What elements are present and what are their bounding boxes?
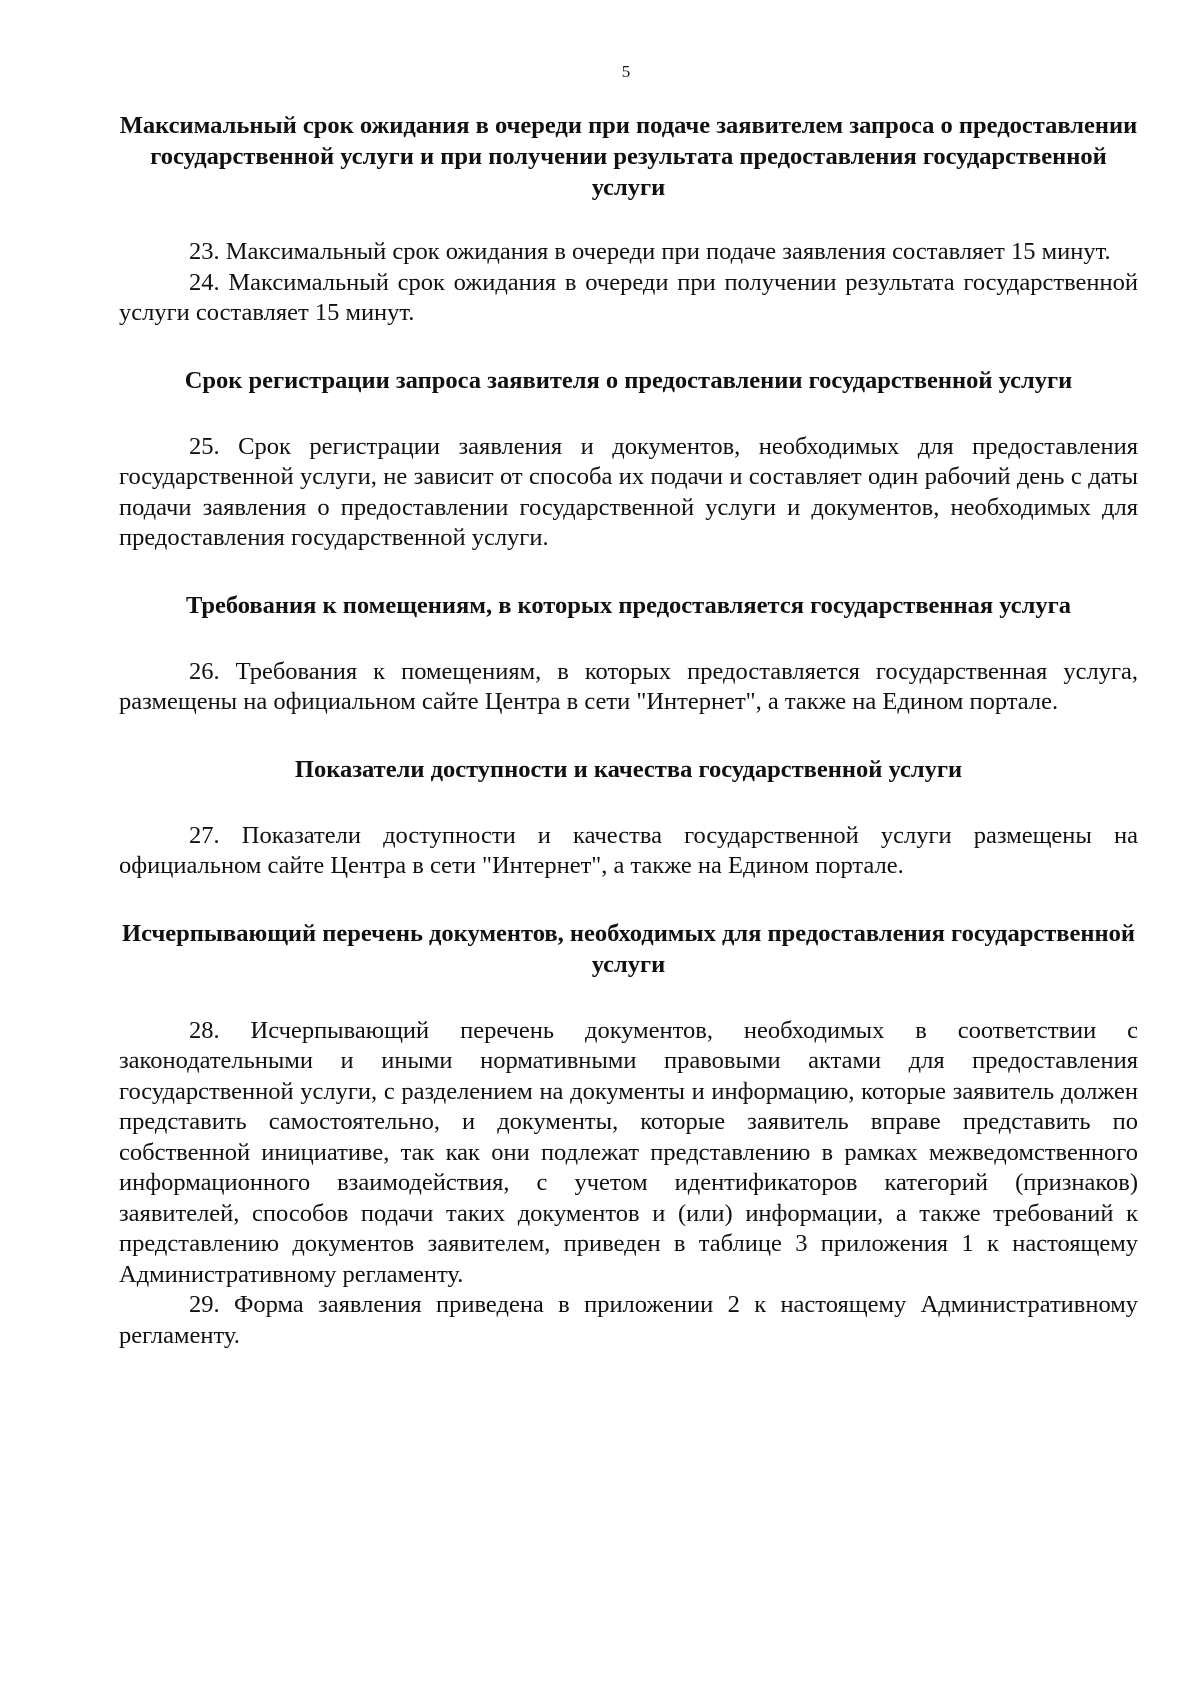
section-heading: Исчерпывающий перечень документов, необходимых для предоставления государственной услуги [122, 919, 1135, 978]
section-documents-list [119, 918, 1138, 1352]
section-queue-waiting-time [119, 110, 1138, 329]
section-heading: Максимальный срок ожидания в очереди при подаче заявителем запроса о предоставлении государственной услуги и при получении результата предоставления государственной услуги [119, 112, 1138, 201]
paragraph-23: 23. Максимальный срок ожидания в очереди при подаче заявления составляет 15 минут. [189, 238, 1111, 265]
section-heading: Требования к помещениям, в которых предоставляется государственная услуга [185, 591, 1072, 619]
section-registration-term [119, 365, 1138, 554]
paragraph-24: 24. Максимальный срок ожидания в очереди при получении результата государственной услуги составляет 15 минут. [119, 268, 1138, 326]
section-heading: Срок регистрации запроса заявителя о предоставлении государственной услуги [184, 366, 1073, 394]
paragraph-28: 28. Исчерпывающий перечень документов, необходимых в соответствии с законодательными и иными нормативными правовыми актами для предоставления государственной услуги, с разделением на документы и информацию, которые заявитель должен представить самостоятельно, и документы, которые заявитель вправе представить по собственной инициативе, так как они подлежат представлению в рамках межведомственного информационного взаимодействия, с учетом идентификаторов категорий (признаков) заявителей, способов подачи таких документов и (или) информации, а также требований к представлению документов заявителем, приведен в таблице 3 приложения 1 к настоящему Административному регламенту. [119, 1016, 1138, 1288]
paragraph-29: 29. Форма заявления приведена в приложении 2 к настоящему Административному регламенту. [119, 1291, 1138, 1349]
paragraph-25: 25. Срок регистрации заявления и документов, необходимых для предоставления государственной услуги, не зависит от способа их подачи и составляет один рабочий день с даты подачи заявления о предоставлении государственной услуги и документов, необходимых для предоставления государственной услуги. [119, 432, 1138, 551]
section-premises-requirements [119, 590, 1138, 718]
page-number: 5 [621, 62, 631, 81]
paragraph-27: 27. Показатели доступности и качества государственной услуги размещены на официальном сайте Центра в сети "Интернет", а также на Едином портале. [119, 821, 1138, 879]
section-quality-indicators [119, 754, 1138, 882]
paragraph-26: 26. Требования к помещениям, в которых предоставляется государственная услуга, размещены на официальном сайте Центра в сети "Интернет", а также на Едином портале. [119, 657, 1138, 715]
document-body [119, 110, 1138, 1351]
section-heading: Показатели доступности и качества государственной услуги [294, 755, 963, 783]
